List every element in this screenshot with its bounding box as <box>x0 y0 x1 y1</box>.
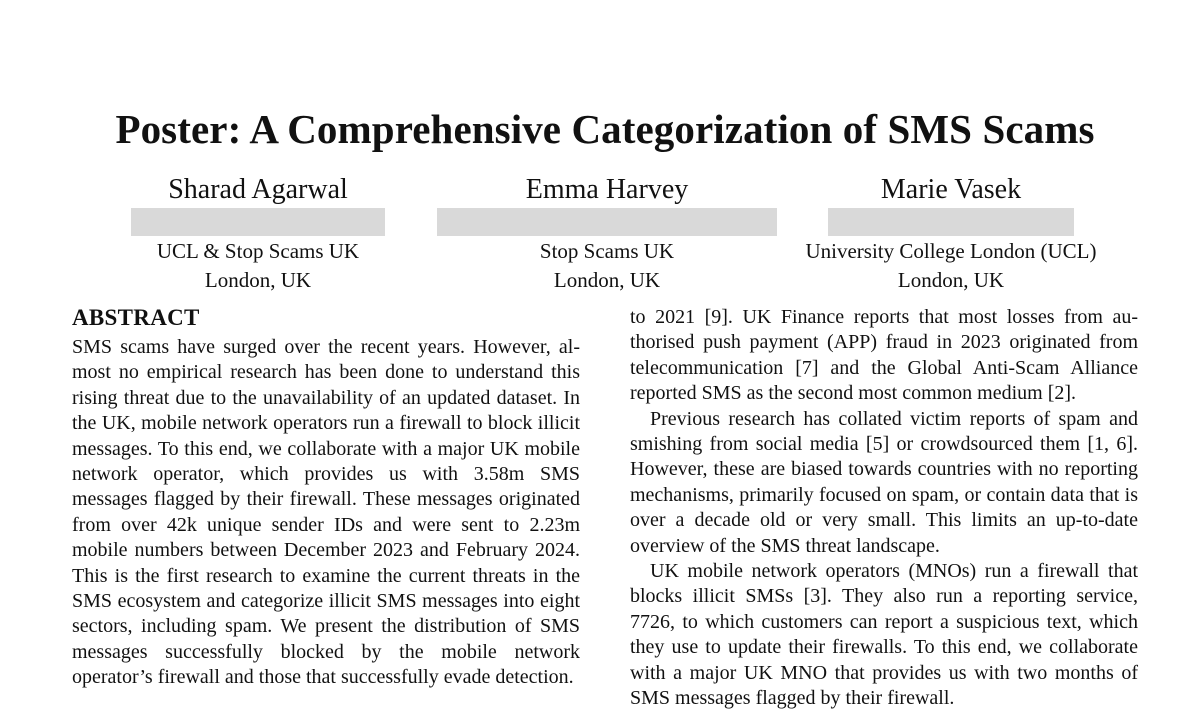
author-affiliation: Stop Scams UK <box>539 239 675 263</box>
author-block <box>780 172 1122 294</box>
author-affiliation: University College London (UCL) <box>805 239 1097 263</box>
abstract-heading: ABSTRACT <box>72 305 200 330</box>
paper-title: Poster: A Comprehensive Categorization of SMS Scams <box>115 106 1095 152</box>
redacted-email <box>828 208 1074 236</box>
author-block <box>437 172 777 294</box>
author-block <box>108 172 408 294</box>
abstract-paragraph: SMS scams have surged over the recent years. However, almost no empirical research has been done to understand this rising threat due to the unavailability of an updated dataset. In the UK, mobile network operators run a firewall to block illicit messages. To this end, we collaborate with a major UK mobile network operator, which provides us with 3.58m SMS messages flagged by their firewall. These messages originated from over 42k unique sender IDs and were sent to 2.23m mobile numbers between December 2023 and February 2024. This is the first research to examine the current threats in the SMS ecosystem and categorize illicit SMS messages into eight sectors, including spam. We present the distribution of SMS messages successfully blocked by the mobile network operator’s firewall and those that successfully evade detection. <box>72 336 580 689</box>
right-column <box>630 305 1138 712</box>
author-location: London, UK <box>204 268 312 292</box>
redacted-email <box>437 208 777 236</box>
author-affiliation: UCL & Stop Scams UK <box>156 239 360 263</box>
author-location: London, UK <box>553 268 661 292</box>
author-location: London, UK <box>897 268 1005 292</box>
redacted-email <box>131 208 385 236</box>
author-name: Sharad Agarwal <box>168 174 348 205</box>
body-paragraph: UK mobile network operators (MNOs) run a firewall that blocks illicit SMSs [3]. They also run a reporting service, 7726, to which customers can report a suspicious text, which they use to update their firewalls. To this end, we collaborate with a major UK MNO that provides us with two months of SMS messages flagged by their firewall. <box>630 560 1138 710</box>
body-paragraph: to 2021 [9]. UK Finance reports that most losses from authorised push payment (APP) fraud in 2023 originated from telecommunication [7] and the Global Anti-Scam Alliance reported SMS as the second most common medium [2]. <box>630 306 1138 405</box>
author-name: Emma Harvey <box>525 174 689 205</box>
body-paragraph: Previous research has collated victim reports of spam and smishing from social media [5] or crowdsourced them [1, 6]. However, these are biased towards countries with no reporting mechanisms, primarily focused on spam, or contain data that is over a decade old or very small. This limits an up-to-date overview of the SMS threat landscape. <box>630 407 1138 557</box>
left-column <box>72 303 580 691</box>
author-name: Marie Vasek <box>880 174 1022 205</box>
